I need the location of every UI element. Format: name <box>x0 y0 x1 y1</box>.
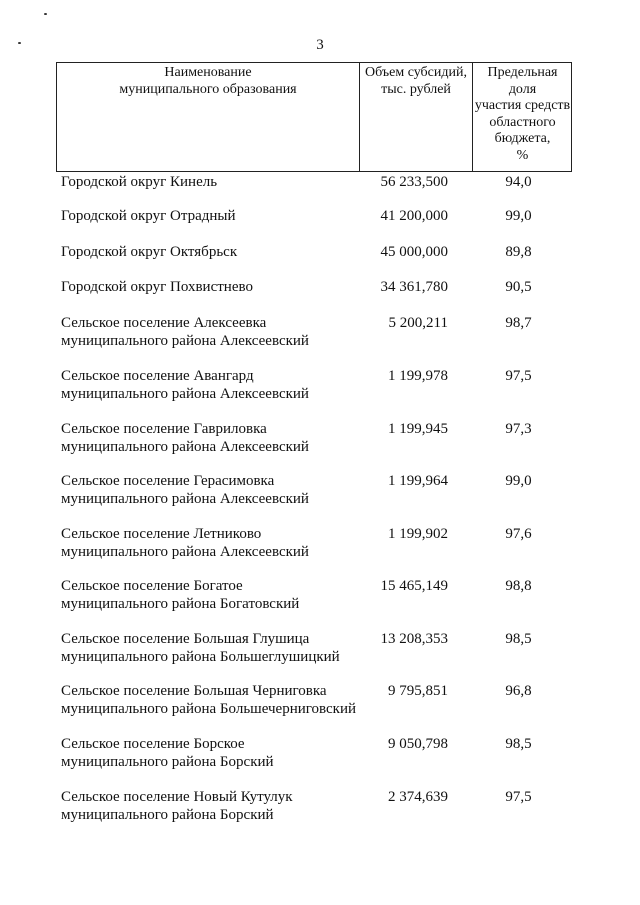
subsidy-amount: 13 208,353 <box>380 631 448 647</box>
page-number: 3 <box>316 37 324 53</box>
subsidy-amount: 1 199,964 <box>388 473 448 489</box>
subsidy-amount: 5 200,211 <box>388 315 448 331</box>
budget-share: 98,5 <box>505 631 532 647</box>
header-share: Предельная доля участия средств областного бюджета, % <box>474 65 571 163</box>
subsidy-amount: 45 000,000 <box>380 244 448 260</box>
budget-share: 96,8 <box>505 683 532 699</box>
budget-share: 99,0 <box>505 473 532 489</box>
subsidy-amount: 1 199,902 <box>388 526 448 542</box>
subsidy-amount: 1 199,978 <box>388 368 448 384</box>
budget-share: 90,5 <box>505 279 532 295</box>
municipality-name: Сельское поселение Гавриловка муниципального района Алексеевский <box>61 421 309 455</box>
municipality-name: Сельское поселение Алексеевка муниципального района Алексеевский <box>61 315 309 349</box>
header-name: Наименование муниципального образования <box>119 65 297 97</box>
subsidy-amount: 41 200,000 <box>380 208 448 224</box>
budget-share: 98,5 <box>505 736 532 752</box>
budget-share: 97,5 <box>505 789 532 805</box>
municipality-name: Сельское поселение Герасимовка муниципального района Алексеевский <box>61 473 309 507</box>
subsidy-amount: 15 465,149 <box>380 578 448 594</box>
municipality-name: Сельское поселение Богатое муниципального района Богатовский <box>61 578 300 612</box>
municipality-name: Городской округ Октябрьск <box>61 244 238 260</box>
subsidy-amount: 34 361,780 <box>380 279 448 295</box>
subsidy-amount: 9 050,798 <box>388 736 448 752</box>
municipality-name: Сельское поселение Борское муниципального района Борский <box>61 736 274 770</box>
header-amount: Объем субсидий, тыс. рублей <box>365 65 467 97</box>
municipality-name: Сельское поселение Авангард муниципального района Алексеевский <box>61 368 309 402</box>
scan-speck <box>44 13 47 15</box>
municipality-name: Сельское поселение Летниково муниципального района Алексеевский <box>61 526 309 560</box>
budget-share: 99,0 <box>505 208 532 224</box>
budget-share: 89,8 <box>505 244 532 260</box>
municipality-name: Сельское поселение Большая Глушица муниципального района Большеглушицкий <box>61 631 340 665</box>
subsidy-amount: 2 374,639 <box>388 789 448 805</box>
subsidy-amount: 1 199,945 <box>388 421 448 437</box>
municipality-name: Городской округ Кинель <box>61 174 218 190</box>
budget-share: 98,8 <box>505 578 532 594</box>
budget-share: 98,7 <box>505 315 532 331</box>
subsidy-amount: 9 795,851 <box>388 683 448 699</box>
table-header <box>56 62 572 172</box>
municipality-name: Городской округ Похвистнево <box>61 279 253 295</box>
budget-share: 97,5 <box>505 368 532 384</box>
municipality-name: Сельское поселение Большая Черниговка муниципального района Большечерниговский <box>61 683 357 717</box>
budget-share: 97,6 <box>505 526 532 542</box>
municipality-name: Городской округ Отрадный <box>61 208 236 224</box>
budget-share: 94,0 <box>505 174 532 190</box>
municipality-name: Сельское поселение Новый Кутулук муниципального района Борский <box>61 789 293 823</box>
budget-share: 97,3 <box>505 421 532 437</box>
subsidy-amount: 56 233,500 <box>380 174 448 190</box>
